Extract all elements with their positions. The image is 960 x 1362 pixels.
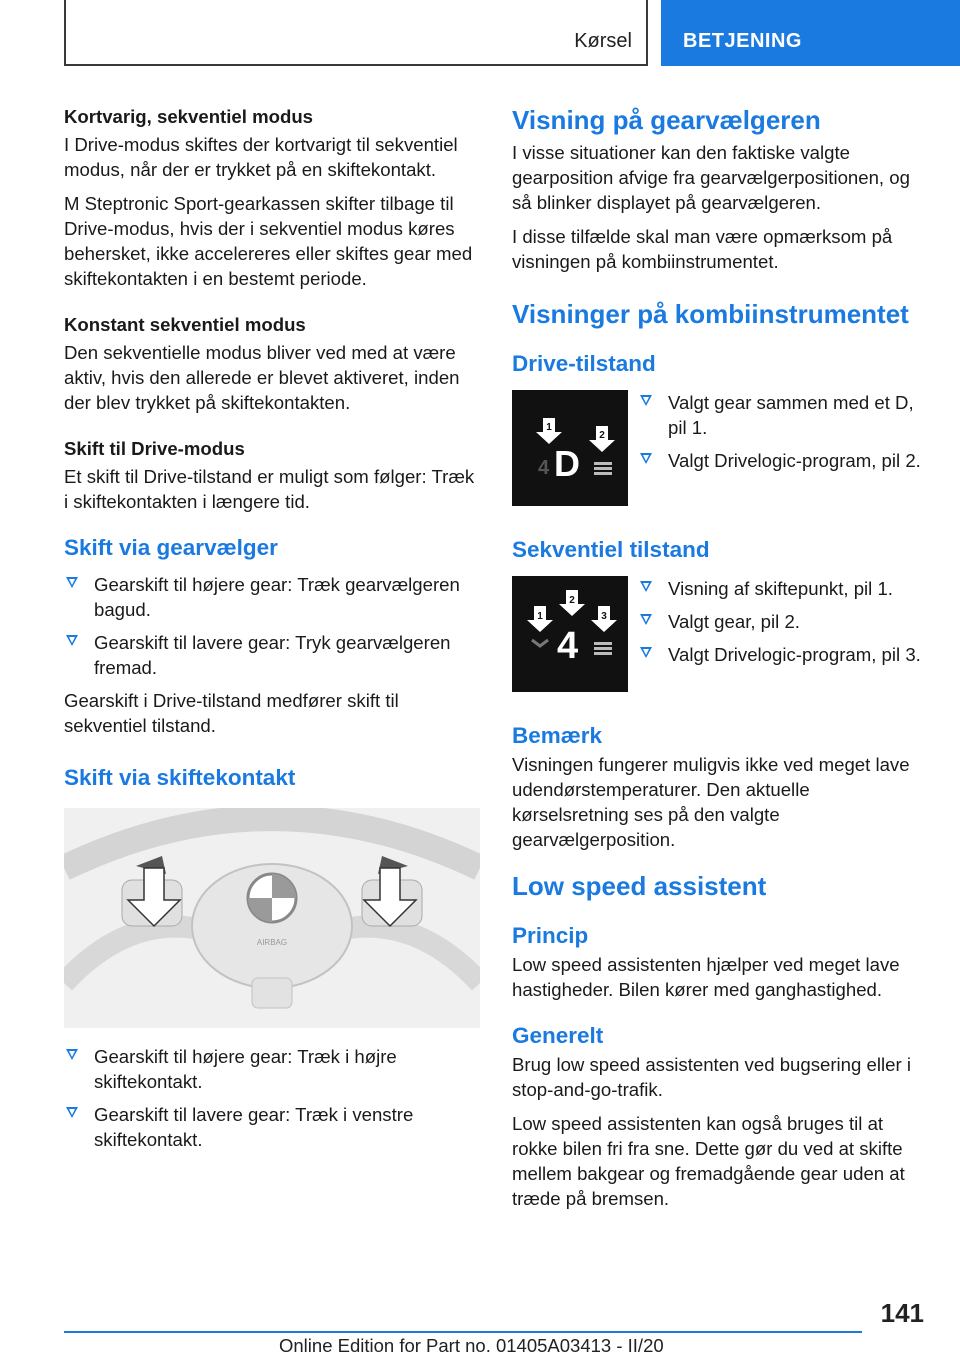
list-item: Gearskift til højere gear: Træk i højre skiftekontakt. (64, 1044, 480, 1094)
paragraph: Low speed assistenten hjælper ved meget lave hastigheder. Bilen kører med ganghastighed. (512, 954, 900, 1000)
heading-visning-gearvaelger: Visning på gearvælgeren (512, 105, 821, 135)
steering-wheel-image (64, 808, 480, 1028)
paragraph: Visningen fungerer muligvis ikke ved meget lave udendørstemperaturer. Den aktuelle kørselsretning ses på den valgte gearvælgerposition. (512, 754, 910, 850)
svg-text:2: 2 (569, 595, 575, 606)
svg-text:4: 4 (557, 625, 579, 667)
svg-text:D: D (554, 443, 580, 484)
svg-text:3: 3 (601, 611, 607, 622)
triangle-bullet-icon (66, 1049, 78, 1060)
list-item: Valgt gear, pil 2. (638, 609, 930, 634)
paragraph: I disse tilfælde skal man være opmærksom på visningen på kombiinstrumentet. (512, 226, 893, 272)
header-chapter-tab (661, 0, 960, 66)
list-item: Valgt gear sammen med et D, pil 1. (638, 390, 930, 440)
svg-text:2: 2 (599, 430, 605, 441)
heading-bemaerk: Bemærk (512, 723, 603, 748)
bullet-list-drive (638, 390, 930, 481)
paragraph: Den sekventielle modus bliver ved med at være aktiv, hvis den allerede er blevet aktiveret, inden der blev trykket på skiftekontakten. (64, 342, 460, 413)
heading-kortvarig: Kortvarig, sekventiel modus (64, 106, 314, 127)
heading-visninger-kombiinstrument: Visninger på kombiinstrumentet (512, 299, 909, 329)
triangle-bullet-icon (66, 1107, 78, 1118)
page-number: 141 (880, 1298, 924, 1328)
drive-display-row (512, 390, 930, 506)
seq-display-row (512, 576, 930, 692)
seq-display-image (512, 576, 628, 692)
drive-display-image (512, 390, 628, 506)
svg-text:4: 4 (538, 457, 550, 479)
list-item: Gearskift til lavere gear: Træk i venstre skiftekontakt. (64, 1102, 480, 1152)
sequential-mode-display (512, 576, 628, 692)
heading-konstant: Konstant sekventiel modus (64, 314, 306, 335)
list-item: Gearskift til lavere gear: Tryk gearvælgeren fremad. (64, 630, 480, 680)
list-item: Gearskift til højere gear: Træk gearvælgeren bagud. (64, 572, 480, 622)
triangle-bullet-icon (66, 577, 78, 588)
heading-low-speed-assistent: Low speed assistent (512, 871, 767, 901)
bullet-list-gearvaelger (64, 572, 480, 680)
header-section-title: Kørsel (574, 30, 632, 52)
svg-text:1: 1 (537, 611, 543, 622)
paragraph: Low speed assistenten kan også bruges til at rokke bilen fri fra sne. Dette gør du ved at skifte mellem bakgear og fremadgående gear uden at træde på bremsen. (512, 1113, 905, 1209)
heading-princip: Princip (512, 923, 589, 948)
list-item: Valgt Drivelogic-program, pil 2. (638, 448, 930, 473)
right-column (512, 104, 930, 1220)
bullet-list-skiftekontakt (64, 1044, 480, 1152)
list-item: Valgt Drivelogic-program, pil 3. (638, 642, 930, 667)
triangle-bullet-icon (640, 581, 652, 592)
paragraph: M Steptronic Sport-gearkassen skifter tilbage til Drive-modus, hvis der i sekventiel modus køres behersket, ikke accelereres eller skiftes gear med skiftekontakten i en bestemt periode. (64, 193, 473, 289)
paragraph: Brug low speed assistenten ved bugsering eller i stop-and-go-trafik. (512, 1054, 911, 1100)
svg-text:1: 1 (546, 422, 552, 433)
left-column (64, 104, 480, 1160)
header-chapter-title: BETJENING (683, 30, 802, 52)
steering-wheel-illustration (64, 808, 480, 1028)
triangle-bullet-icon (640, 647, 652, 658)
list-item: Visning af skiftepunkt, pil 1. (638, 576, 930, 601)
paragraph: I Drive-modus skiftes der kortvarigt til sekventiel modus, når der er trykket på en skiftekontakt. (64, 134, 458, 180)
heading-drive-tilstand: Drive-tilstand (512, 351, 656, 376)
triangle-bullet-icon (640, 453, 652, 464)
heading-sekventiel-tilstand: Sekventiel tilstand (512, 537, 710, 562)
bullet-list-sequential (638, 576, 930, 675)
heading-drive-modus: Skift til Drive-modus (64, 438, 245, 459)
triangle-bullet-icon (66, 635, 78, 646)
drive-mode-display (512, 390, 628, 506)
footer-edition: Online Edition for Part no. 01405A03413 - II/20 (279, 1335, 664, 1356)
paragraph: Et skift til Drive-tilstand er muligt som følger: Træk i skiftekontakten i længere tid. (64, 466, 475, 512)
airbag-label: AIRBAG (256, 938, 288, 947)
triangle-bullet-icon (640, 395, 652, 406)
paragraph: I visse situationer kan den faktiske valgte gearposition afvige fra gearvælgerpositionen, og så blinker displayet på gearvælgeren. (512, 142, 910, 213)
footer-divider (64, 1331, 862, 1333)
heading-skift-gearvaelger: Skift via gearvælger (64, 535, 278, 560)
heading-skift-skiftekontakt: Skift via skiftekontakt (64, 765, 296, 790)
header-section-box (64, 0, 648, 66)
heading-generelt: Generelt (512, 1023, 604, 1048)
paragraph: Gearskift i Drive-tilstand medfører skift til sekventiel tilstand. (64, 690, 399, 736)
triangle-bullet-icon (640, 614, 652, 625)
